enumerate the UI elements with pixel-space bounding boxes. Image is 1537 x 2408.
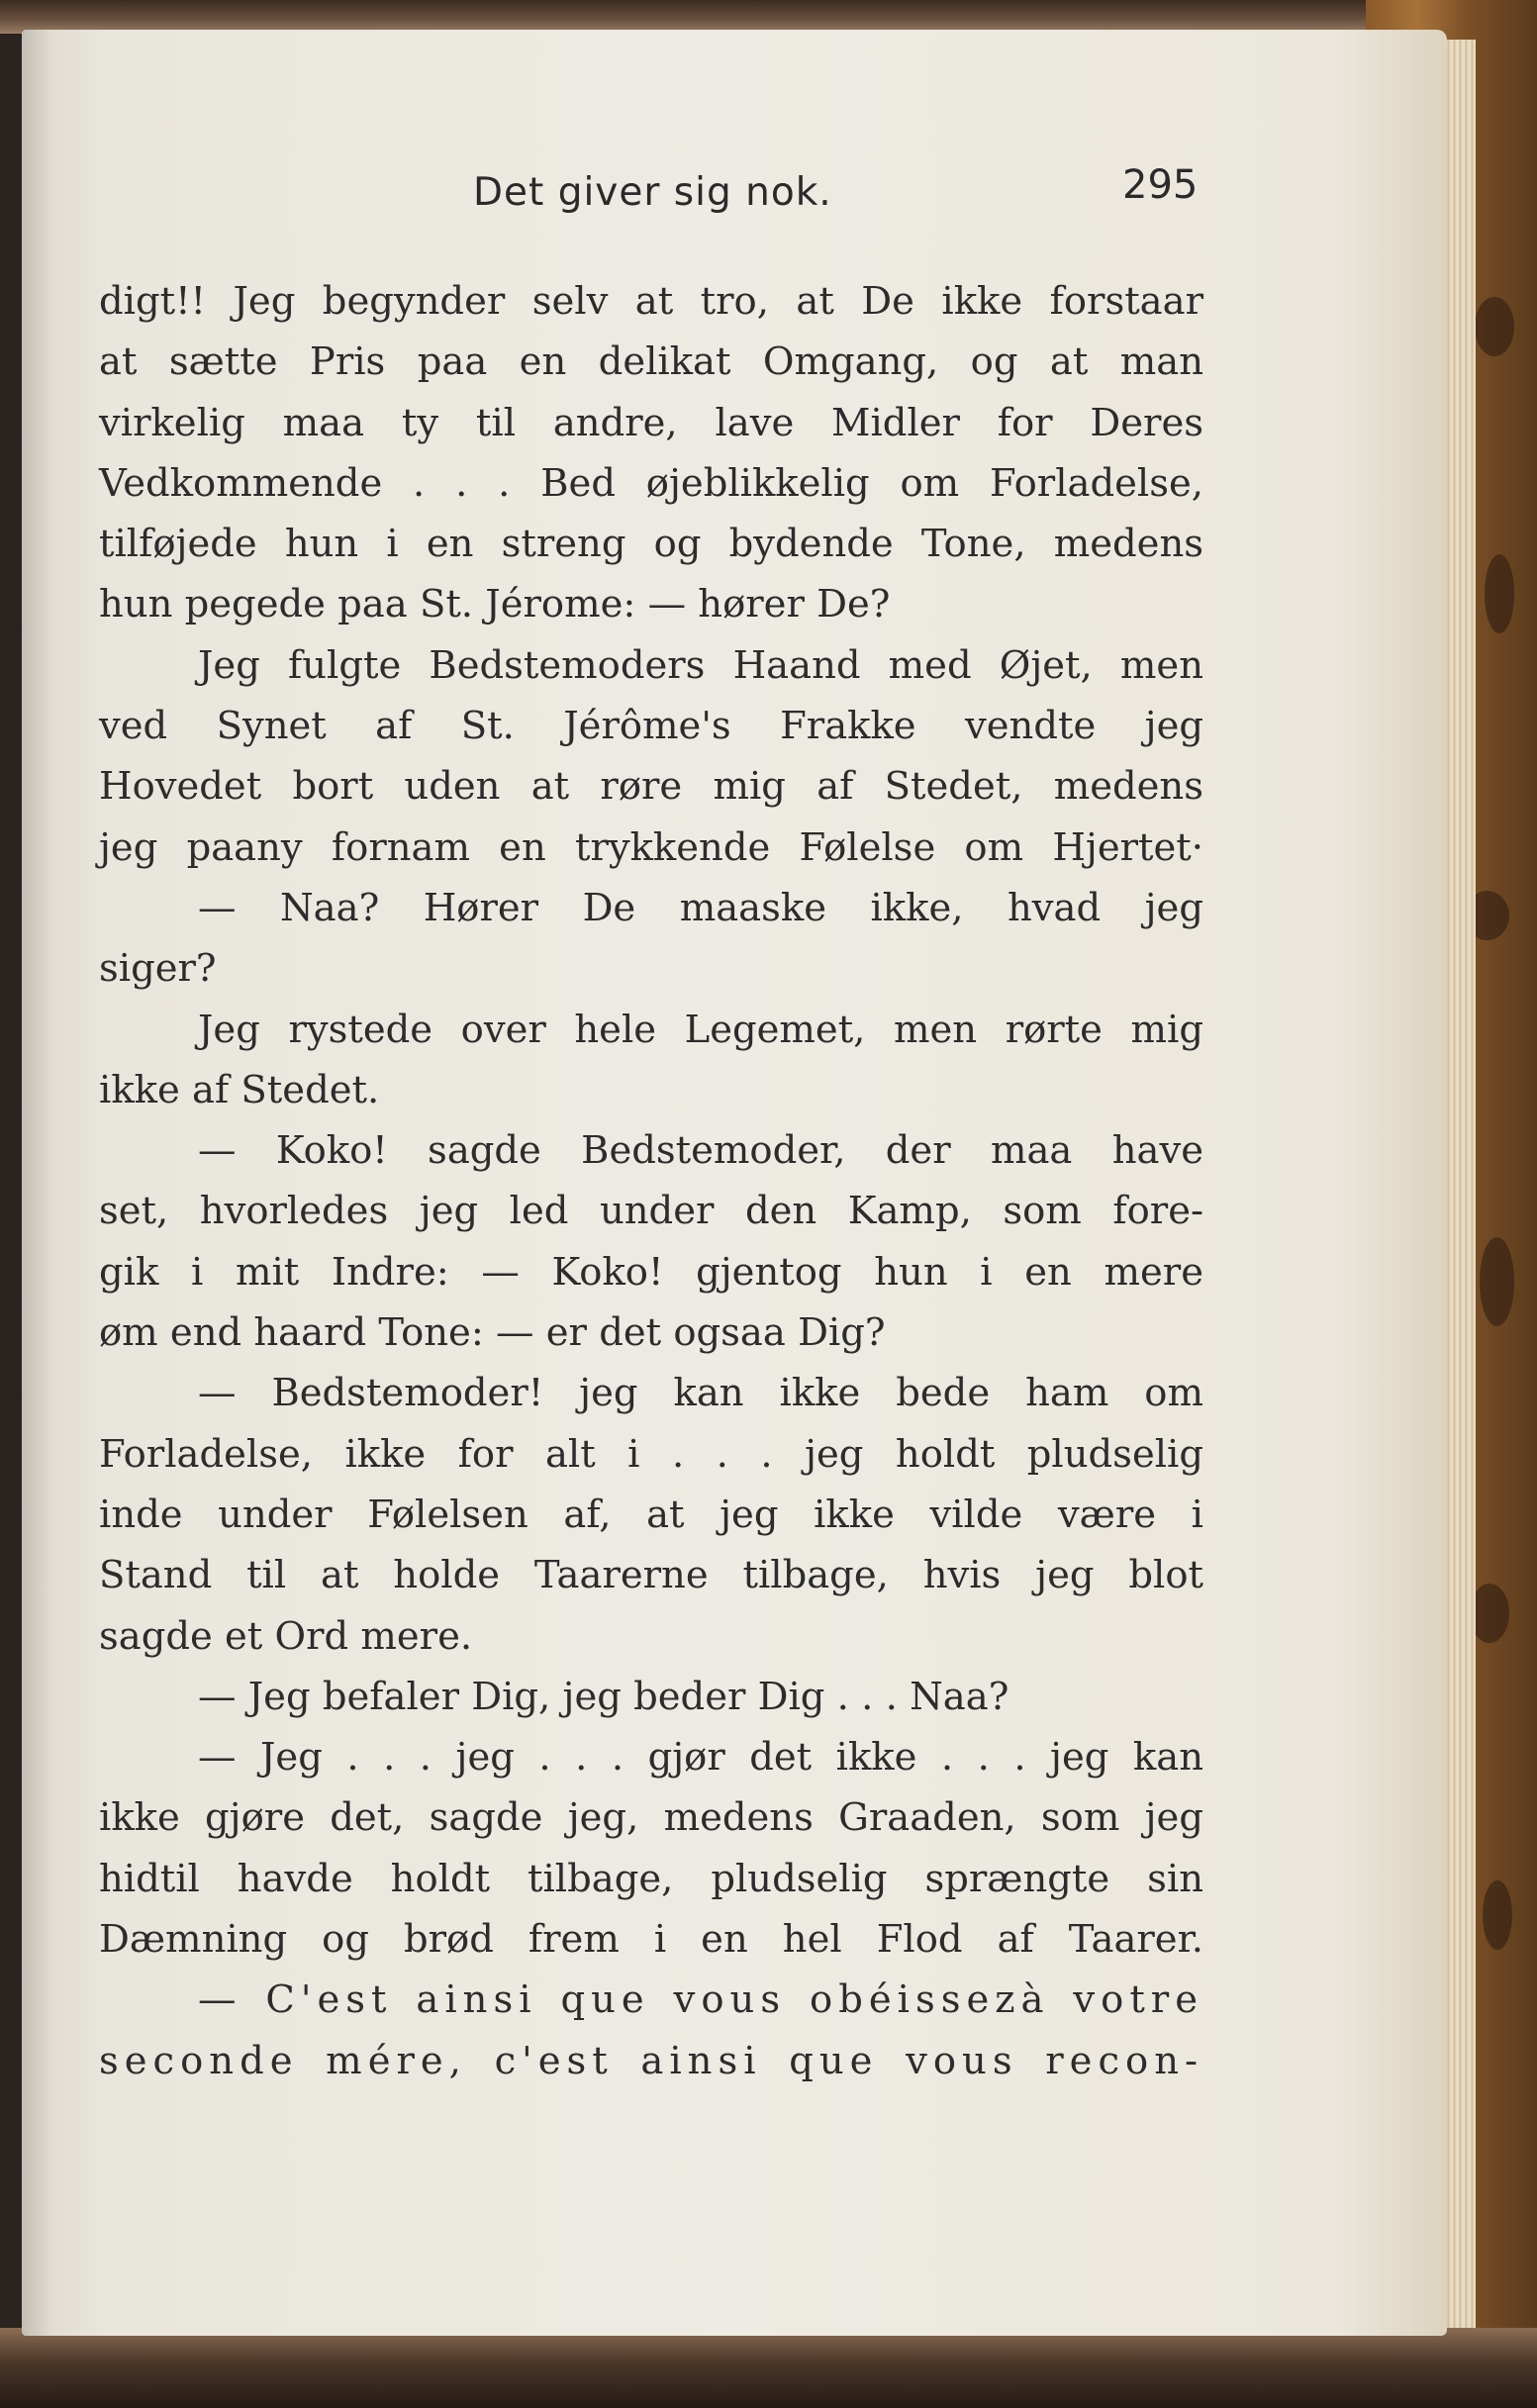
text-line: jeg paany fornam en trykkende Følelse om Hjertet· — [99, 824, 1203, 870]
text-line: — Koko! sagde Bedstemoder, der maa have — [198, 1128, 1203, 1174]
text-line: siger? — [99, 946, 217, 992]
text-line: tilføjede hun i en streng og bydende Tone, medens — [99, 522, 1203, 567]
text-line: Vedkommende . . . Bed øjeblikkelig om Forladelse, — [99, 460, 1203, 506]
page-number: 295 — [1122, 162, 1199, 208]
text-line: inde under Følelsen af, at jeg ikke vilde være i — [99, 1492, 1203, 1537]
text-line: digt!! Jeg begynder selv at tro, at De ikke forstaar — [99, 279, 1203, 324]
text-line: sagde et Ord mere. — [99, 1613, 473, 1659]
text-line: ikke gjøre det, sagde jeg, medens Graaden, som jeg — [99, 1795, 1203, 1841]
text-line: Forladelse, ikke for alt i . . . jeg holdt pludselig — [99, 1431, 1203, 1477]
top-binding-edge — [0, 0, 1537, 34]
text-line: — Jeg . . . jeg . . . gjør det ikke . . . jeg kan — [198, 1735, 1203, 1781]
running-title: Det giver sig nok. — [473, 170, 832, 215]
text-line: Dæmning og brød frem i en hel Flod af Taarer. — [99, 1917, 1203, 1963]
text-line: — C'est ainsi que vous obéissezà votre — [198, 1977, 1203, 2023]
text-line: Jeg rystede over hele Legemet, men rørte mig — [198, 1007, 1203, 1052]
text-line: virkelig maa ty til andre, lave Midler for Deres — [99, 400, 1203, 445]
text-line: hidtil havde holdt tilbage, pludselig sprængte sin — [99, 1856, 1203, 1901]
text-line: Stand til at holde Taarerne tilbage, hvis jeg blot — [99, 1553, 1203, 1598]
text-line: øm end haard Tone: — er det ogsaa Dig? — [99, 1310, 886, 1356]
text-line: seconde mére, c'est ainsi que vous recon- — [99, 2038, 1203, 2083]
text-line: set, hvorledes jeg led under den Kamp, som fore- — [99, 1189, 1203, 1234]
text-line: Jeg fulgte Bedstemoders Haand med Øjet, men — [198, 642, 1203, 688]
body-text — [99, 271, 1203, 2091]
text-line: Hovedet bort uden at røre mig af Stedet, medens — [99, 764, 1203, 810]
text-line: at sætte Pris paa en delikat Omgang, og at man — [99, 339, 1203, 385]
gutter-shadow — [22, 30, 51, 2336]
text-line: ved Synet af St. Jérôme's Frakke vendte jeg — [99, 704, 1203, 749]
bottom-binding-edge — [0, 2328, 1537, 2408]
text-line: — Jeg befaler Dig, jeg beder Dig . . . Naa? — [198, 1674, 1009, 1719]
text-line: hun pegede paa St. Jérome: — hører De? — [99, 582, 891, 627]
text-line: gik i mit Indre: — Koko! gjentog hun i en mere — [99, 1249, 1203, 1295]
text-line: — Naa? Hører De maaske ikke, hvad jeg — [198, 885, 1203, 930]
text-line: — Bedstemoder! jeg kan ikke bede ham om — [198, 1371, 1203, 1416]
text-line: ikke af Stedet. — [99, 1067, 380, 1112]
